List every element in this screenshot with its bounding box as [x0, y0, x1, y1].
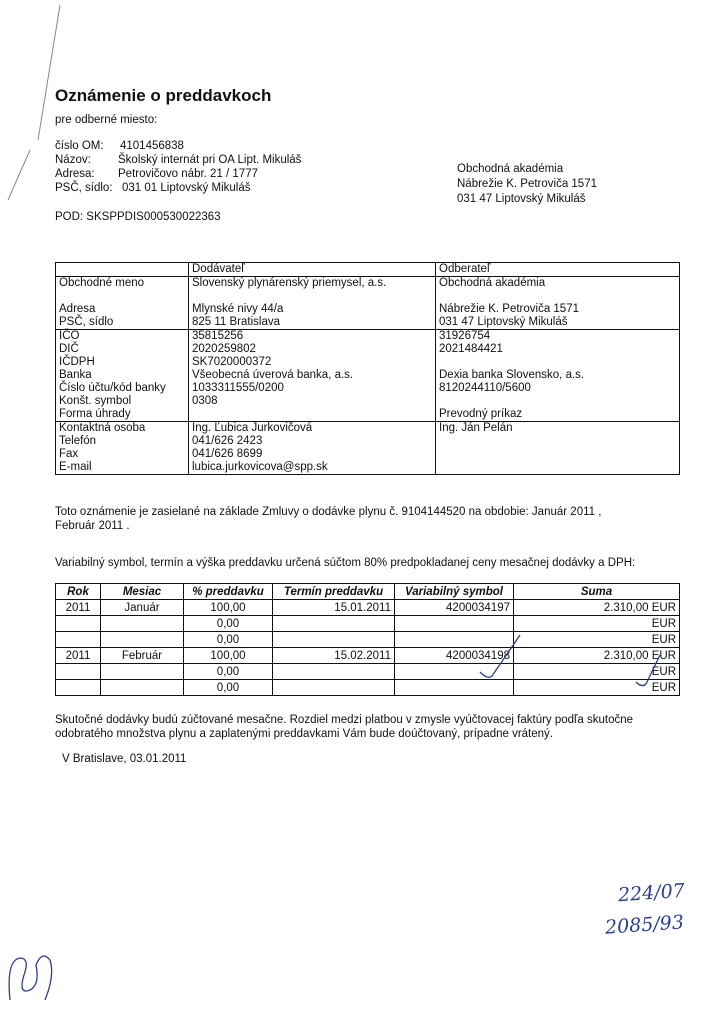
handwritten-note-1: 224/07 [617, 879, 686, 907]
scan-line-mark [8, 5, 60, 200]
field-value-name: Školský internát pri OA Lipt. Mikuláš [118, 154, 302, 166]
col-header-year: Rok [56, 584, 101, 600]
customer-header: Odberateľ [436, 263, 680, 277]
table-row: E-mail lubica.jurkovicova@spp.sk [56, 461, 680, 475]
col-header-amount: Suma [514, 584, 680, 600]
checkmark-icon [636, 655, 660, 686]
table-row: Obchodné meno Slovenský plynárenský priemysel, a.s. Obchodná akadémia [56, 277, 680, 291]
table-row: IČO 35815256 31926754 [56, 330, 680, 344]
recipient-city: 031 47 Liptovský Mikuláš [457, 193, 586, 205]
table-row: Banka Všeobecná úverová banka, a.s. Dexia banka Slovensko, a.s. [56, 369, 680, 382]
field-value-psc: 031 01 Liptovský Mikuláš [122, 182, 251, 194]
table-row: Telefón 041/626 2423 [56, 435, 680, 448]
table-row: 0,00 EUR [56, 664, 680, 680]
field-label-name: Názov: [55, 154, 91, 166]
field-value-address: Petrovičovo nábr. 21 / 1777 [118, 168, 259, 180]
field-label-psc: PSČ, sídlo: [55, 182, 113, 194]
table-row: Kontaktná osoba Ing. Ľubica Jurkovičová Ing. Ján Pelán [56, 422, 680, 436]
handwritten-note-2: 2085/93 [604, 911, 685, 939]
table-row: Číslo účtu/kód banky 1033311555/0200 8120244110/5600 [56, 382, 680, 395]
table-row: 0,00 EUR [56, 616, 680, 632]
footer-text-line-2: odobratého množstva plynu a zaplatenými preddavkami Vám bude doúčtovaný, prípadne vrátený. [55, 728, 553, 740]
field-label-address: Adresa: [55, 168, 95, 180]
col-header-percent: % preddavku [184, 584, 273, 600]
supplier-header: Dodávateľ [189, 263, 436, 277]
table-row: Konšt. symbol 0308 [56, 395, 680, 408]
field-value-om: 4101456838 [120, 140, 184, 152]
table-row: PSČ, sídlo 825 11 Bratislava 031 47 Liptovský Mikuláš [56, 316, 680, 330]
place-date: V Bratislave, 03.01.2011 [62, 753, 187, 765]
table-row: Forma úhrady Prevodný príkaz [56, 408, 680, 422]
footer-text-line-1: Skutočné dodávky budú zúčtované mesačne. Rozdiel medzi platbou v zmysle vyúčtovacej faktúry podľa skutočne [55, 714, 634, 726]
pod-code: POD: SKSPPDIS000530022363 [55, 211, 221, 223]
field-label-om: číslo OM: [55, 140, 104, 152]
recipient-street: Nábrežie K. Petroviča 1571 [457, 178, 597, 190]
notice-text: Toto oznámenie je zasielané na základe Zmluvy o dodávke plynu č. 9104144520 na obdobie: Január 2011 , [55, 506, 602, 518]
table-row: 2011 Február 100,00 15.02.2011 4200034198 2.310,00 EUR [56, 648, 680, 664]
table-row: DIČ 2020259802 2021484421 [56, 343, 680, 356]
document-subtitle: pre odberné miesto: [55, 114, 158, 126]
table-row: 0,00 EUR [56, 632, 680, 648]
recipient-name: Obchodná akadémia [457, 163, 564, 175]
table-row: 0,00 EUR [56, 680, 680, 696]
col-header-due-date: Termín preddavku [273, 584, 395, 600]
table-row: Adresa Mlynské nivy 44/a Nábrežie K. Petroviča 1571 [56, 303, 680, 316]
table-row: IČDPH SK7020000372 [56, 356, 680, 369]
table-row: 2011 Január 100,00 15.01.2011 4200034197 2.310,00 EUR [56, 600, 680, 616]
col-header-variable-symbol: Variabilný symbol [395, 584, 514, 600]
table-row: Fax 041/626 8699 [56, 448, 680, 461]
notice-text-continued: Február 2011 . [55, 520, 130, 532]
document-title: Oznámenie o preddavkoch [55, 86, 272, 105]
checkmark-icon [480, 635, 520, 677]
col-header-month: Mesiac [101, 584, 184, 600]
signature-initials-icon [9, 956, 52, 1000]
advance-intro-text: Variabilný symbol, termín a výška preddavku určená súčtom 80% predpokladanej ceny mesačnej dodávky a DPH: [55, 557, 636, 569]
